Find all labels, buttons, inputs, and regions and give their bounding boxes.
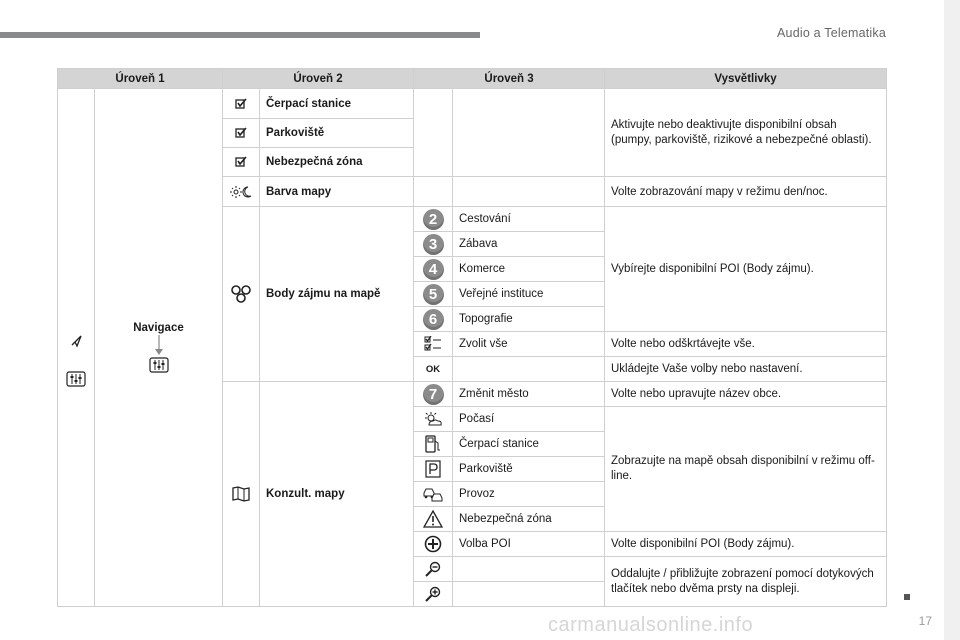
barva-description: Volte zobrazování mapy v režimu den/noc. [605,177,887,207]
page-marker [904,594,910,600]
table-header-row [58,69,887,89]
add-poi-icon[interactable] [424,535,442,553]
table-row [58,89,887,119]
body-zajmu-option[interactable]: Body zájmu na mapě [260,207,414,382]
group1-description: Aktivujte nebo deaktivujte disponibilní obsah (pumpy, parkoviště, rizikové a nebezpečné oblasti). [605,89,887,177]
zmenit-mesto-item[interactable]: Změnit město [453,382,605,407]
cerpaci-stanice-option[interactable]: Čerpací stanice [260,89,414,119]
level1-label-cell [95,89,223,607]
page-edge [944,0,960,640]
volba-poi-item[interactable]: Volba POI [453,532,605,557]
section-title: Audio a Telematika [777,26,886,40]
offline-description: Zobrazujte na mapě obsah disponibilní v režimu off-line. [605,407,887,532]
zmenit-description: Volte nebo upravujte název obce. [605,382,887,407]
poi-category-item[interactable]: Veřejné instituce [453,282,605,307]
fuel-pump-icon[interactable] [425,435,441,453]
select-all-icon[interactable] [424,336,442,352]
watermark: carmanualsonline.info [548,614,754,636]
pocasi-item[interactable]: Počasí [453,407,605,432]
poi-map-icon[interactable] [230,284,252,304]
barva-mapy-option[interactable]: Barva mapy [260,177,414,207]
step-badge: 5 [423,284,444,305]
header-explanation: Vysvětlivky [605,69,887,89]
konzult-mapy-option[interactable]: Konzult. mapy [260,382,414,607]
step-badge: 2 [423,209,444,230]
arrow-down-icon [154,334,164,356]
poi-description: Vybírejte disponibilní POI (Body zájmu). [605,207,887,332]
zoom-in-icon[interactable] [424,586,442,602]
warning-icon[interactable] [423,510,443,528]
navigation-arrow-icon [69,334,83,348]
poi-category-item[interactable]: Cestování [453,207,605,232]
checkbox-checked-icon[interactable] [235,98,247,110]
header-bar [0,32,480,38]
day-night-icon[interactable] [230,186,252,198]
weather-icon[interactable] [423,411,443,427]
step-badge: 7 [423,384,444,405]
level1-icon-cell [58,89,95,607]
ok-button[interactable]: OK [414,357,453,382]
checkbox-checked-icon[interactable] [235,156,247,168]
checkbox-checked-icon[interactable] [235,127,247,139]
parkoviste-option[interactable]: Parkoviště [260,119,414,148]
header-level2: Úroveň 2 [223,69,414,89]
poi-category-item[interactable]: Komerce [453,257,605,282]
header-level1: Úroveň 1 [58,69,223,89]
empty-cell [414,89,453,177]
poi-category-item[interactable]: Topografie [453,307,605,332]
zvolit-vse-item[interactable]: Zvolit vše [453,332,605,357]
step-badge: 6 [423,309,444,330]
traffic-icon[interactable] [422,486,444,502]
poi-category-item[interactable]: Zábava [453,232,605,257]
checkbox-icon-cell [223,89,260,119]
zvolit-description: Volte nebo odškrtávejte vše. [605,332,887,357]
settings-sliders-icon [66,370,86,388]
volba-description: Volte disponibilní POI (Body zájmu). [605,532,887,557]
nebezpecna-zona-item[interactable]: Nebezpečná zóna [453,507,605,532]
empty-cell [453,89,605,177]
map-view-icon[interactable] [232,486,250,502]
ok-description: Ukládejte Vaše volby nebo nastavení. [605,357,887,382]
nebezpecna-zona-option[interactable]: Nebezpečná zóna [260,148,414,177]
navigace-label: Navigace [133,321,184,334]
provoz-item[interactable]: Provoz [453,482,605,507]
step-badge: 4 [423,259,444,280]
step-badge: 3 [423,234,444,255]
header-level3: Úroveň 3 [414,69,605,89]
navigation-menu-table [57,68,887,607]
zoom-description: Oddalujte / přibližujte zobrazení pomocí dotykových tlačítek nebo dvěma prsty na displeji. [605,557,887,607]
page-number: 17 [918,614,932,628]
cerpaci-stanice-item[interactable]: Čerpací stanice [453,432,605,457]
zoom-out-icon[interactable] [424,561,442,577]
settings-sliders-icon [149,356,169,374]
parkoviste-item[interactable]: Parkoviště [453,457,605,482]
parking-icon[interactable] [425,460,441,478]
